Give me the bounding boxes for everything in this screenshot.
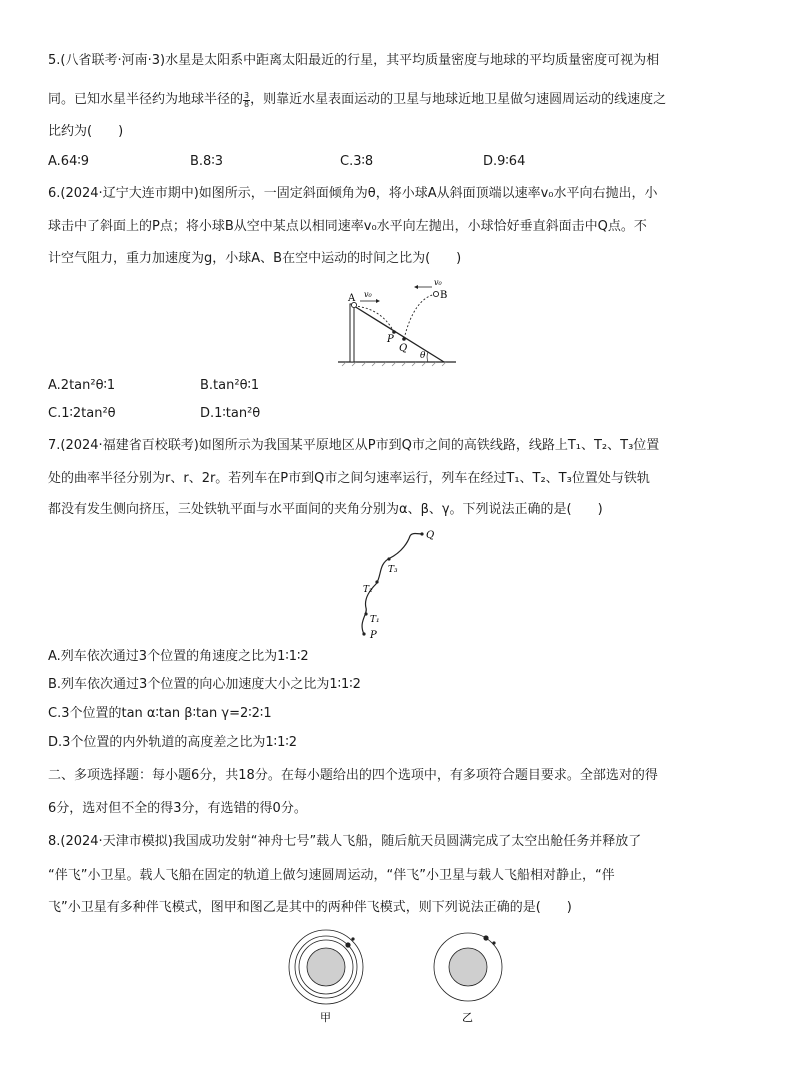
q6-pillar [350, 304, 354, 362]
q7-label-q: Q [426, 530, 435, 541]
q7-label-t1: T₁ [370, 615, 380, 625]
q5-line-2a: 同。已知水星半径约为地球半径的 [48, 92, 244, 107]
q7-line-2: 处的曲率半径分别为r、r、2r。若列车在P市到Q市之间匀速率运行，列车在经过T₁、T₂、T₃位置处与铁轨 [48, 471, 650, 486]
q6-line-3: 计空气阻力，重力加速度为g，小球A、B在空中运动的时间之比为( ) [48, 251, 462, 266]
q6-arrowhead-a [376, 299, 380, 303]
q5-line-3: 比约为( ) [48, 124, 124, 139]
q7-figure [350, 522, 440, 642]
section-2-line-2: 6分，选对但不全的得3分，有选错的得0分。 [48, 801, 307, 816]
q6-path-b [404, 294, 436, 339]
q8-jia-spaceship [345, 942, 350, 947]
q7-option-d: D.3个位置的内外轨道的高度差之比为1∶1∶2 [48, 735, 297, 750]
q8-figure-jia [280, 925, 380, 1030]
q7-label-p: P [370, 630, 377, 641]
q7-route-diagram [350, 522, 440, 642]
q7-point-p [362, 632, 365, 635]
q6-option-b: B.tan²θ∶1 [200, 378, 260, 393]
q5-fraction-den: 8 [244, 100, 250, 109]
q8-yi-satellite [492, 941, 495, 944]
q6-label-v0-b: v₀ [434, 278, 442, 287]
q6-label-b: B [440, 290, 448, 301]
q8-jia-label: 甲 [320, 1011, 331, 1024]
q5-line-2 [48, 91, 666, 109]
q6-label-theta: θ [420, 351, 426, 361]
q6-label-v0-a: v₀ [364, 290, 372, 299]
q8-figure-yi [422, 925, 522, 1030]
q6-label-a: A [348, 293, 356, 304]
q8-diagram-jia [280, 925, 380, 1030]
q7-point-t1 [364, 612, 367, 615]
q8-jia-satellite [351, 937, 354, 940]
q6-figure [336, 276, 466, 368]
q8-yi-label: 乙 [462, 1011, 473, 1024]
q6-option-d: D.1∶tan²θ [200, 406, 261, 421]
q5-option-c: C.3∶8 [340, 154, 374, 169]
q5-option-a: A.64∶9 [48, 154, 89, 169]
q7-point-t3 [387, 557, 390, 560]
q6-label-q: Q [399, 343, 408, 354]
section-2-line-1: 二、多项选择题：每小题6分，共18分。在每小题给出的四个选项中，有多项符合题目要求。全部选对的得 [48, 768, 658, 783]
q6-line-2: 球击中了斜面上的P点；将小球B从空中某点以相同速率v₀水平向左抛出，小球恰好垂直斜面击中Q点。不 [48, 219, 647, 234]
q8-diagram-yi [422, 925, 522, 1030]
q7-point-t2 [375, 580, 378, 583]
q5-option-d: D.9∶64 [483, 154, 526, 169]
q5-fraction-num: 3 [244, 91, 250, 100]
q7-line-3: 都没有发生侧向挤压，三处铁轨平面与水平面间的夹角分别为α、β、γ。下列说法正确的是( ) [48, 502, 603, 517]
q6-label-p: P [387, 334, 394, 345]
q6-point-q [402, 337, 406, 341]
q7-label-t3: T₃ [388, 565, 398, 575]
q8-yi-earth [449, 948, 487, 986]
q6-arrowhead-b [414, 285, 418, 289]
q8-line-2: “伴飞”小卫星。载人飞船在固定的轨道上做匀速圆周运动，“伴飞”小卫星与载人飞船相对静止，“伴 [48, 868, 615, 883]
q7-option-a: A.列车依次通过3个位置的角速度之比为1∶1∶2 [48, 649, 309, 664]
q6-angle-arc [427, 352, 428, 362]
q6-option-a: A.2tan²θ∶1 [48, 378, 116, 393]
q5-line-1: 5.(八省联考·河南·3)水星是太阳系中距离太阳最近的行星，其平均质量密度与地球的平均质量密度可视为相 [48, 53, 660, 68]
q5-option-b: B.8∶3 [190, 154, 223, 169]
q7-label-t2: T₂ [363, 585, 373, 595]
q5-line-2b: ，则靠近水星表面运动的卫星与地球近地卫星做匀速圆周运动的线速度之 [250, 92, 667, 107]
q7-option-b: B.列车依次通过3个位置的向心加速度大小之比为1∶1∶2 [48, 677, 361, 692]
q6-diagram [336, 276, 466, 368]
q6-line-1: 6.(2024·辽宁大连市期中)如图所示，一固定斜面倾角为θ，将小球A从斜面顶端以速率v₀水平向右抛出，小 [48, 186, 658, 201]
q8-yi-spaceship [483, 935, 488, 940]
q8-line-3: 飞”小卫星有多种伴飞模式，图甲和图乙是其中的两种伴飞模式，则下列说法正确的是( ) [48, 900, 572, 915]
q6-option-c: C.1∶2tan²θ [48, 406, 116, 421]
q6-ball-b [433, 291, 438, 296]
q7-line-1: 7.(2024·福建省百校联考)如图所示为我国某平原地区从P市到Q市之间的高铁线路，线路上T₁、T₂、T₃位置 [48, 438, 660, 453]
q8-line-1: 8.(2024·天津市模拟)我国成功发射“神舟七号”载人飞船，随后航天员圆满完成了太空出舱任务并释放了 [48, 834, 642, 849]
q7-point-q [420, 532, 423, 535]
q8-jia-earth [307, 948, 345, 986]
q7-option-c: C.3个位置的tan α∶tan β∶tan γ=2∶2∶1 [48, 706, 272, 721]
